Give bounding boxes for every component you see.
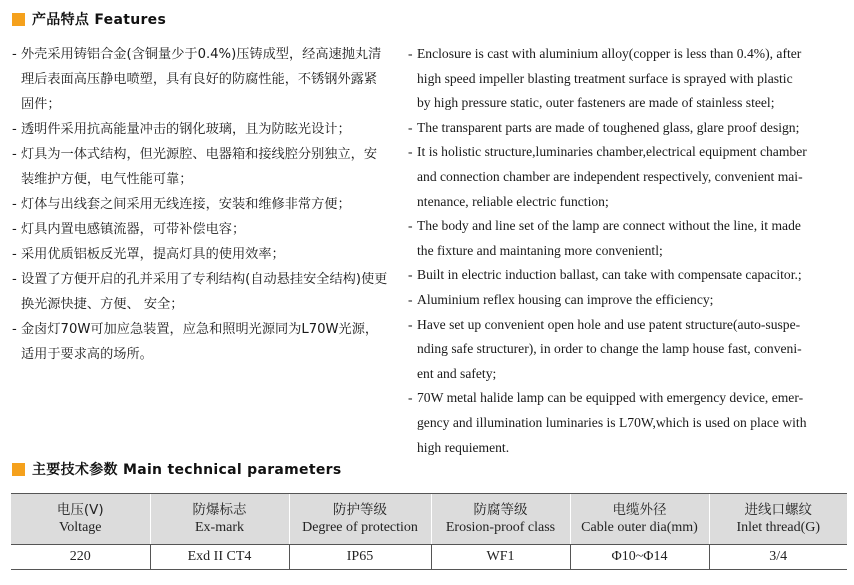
feature-en-item: - 70W metal halide lamp can be equipped with emergency device, emer- gency and illumination luminaries is L70W,which is used on place with high requiement.: [408, 390, 807, 455]
features-cn-list: [12, 42, 390, 367]
value-inlet-thread: 3/4: [709, 545, 847, 570]
features-heading: 产品特点 Features: [32, 12, 167, 28]
feature-en-item: - The body and line set of the lamp are connect without the line, it made the fixture and maintaning more convenientl;: [408, 218, 801, 258]
feature-en-item: - Enclosure is cast with aluminium alloy(copper is less than 0.4%), after high speed impeller blasting treatment surface is sprayed with plastic by high pressure static, outer fasteners are made of stainless steel;: [408, 46, 802, 111]
col-header-erosion: 防腐等级 Erosion-proof class: [431, 494, 570, 545]
col-header-inlet-thread: 进线口螺纹 Inlet thread(G): [709, 494, 847, 545]
feature-en-item: - The transparent parts are made of toughened glass, glare proof design;: [408, 119, 800, 135]
col-header-voltage: 电压(V) Voltage: [11, 494, 150, 545]
value-ex-mark: Exd II CT4: [150, 545, 289, 570]
col-header-ex-mark: 防爆标志 Ex-mark: [150, 494, 289, 545]
value-protection: IP65: [289, 545, 431, 570]
feature-cn-item: - 金卤灯70W可加应急装置，应急和照明光源同为L70W光源，适用于要求高的场所。: [12, 322, 379, 362]
col-header-protection: 防护等级 Degree of protection: [289, 494, 431, 545]
value-voltage: 220: [11, 545, 150, 570]
feature-en-item: - Built in electric induction ballast, can take with compensate capacitor.;: [408, 267, 802, 283]
col-header-cable-dia: 电缆外径 Cable outer dia(mm): [570, 494, 709, 545]
feature-en-item: - Aluminium reflex housing can improve the efficiency;: [408, 291, 714, 307]
params-table: [11, 493, 847, 570]
feature-en-item: - Have set up convenient open hole and use patent structure(auto-suspe- nding safe structurer), in order to change the lamp house fast, conveni- ent and safety;: [408, 316, 802, 381]
feature-cn-item: - 采用优质铝板反光罩，提高灯具的使用效率；: [12, 247, 285, 262]
params-value-row: [11, 545, 847, 570]
features-section-header: [12, 9, 166, 29]
feature-cn-item: - 透明件采用抗高能量冲击的钢化玻璃，且为防眩光设计；: [12, 122, 351, 137]
params-section-header: [12, 459, 341, 479]
feature-en-item: - It is holistic structure,luminaries chamber,electrical equipment chamber and connection chamber are independent respectively, convenient mai- ntenance, reliable electric function;: [408, 144, 807, 209]
params-heading: 主要技术参数 Main technical parameters: [32, 462, 342, 478]
feature-cn-item: - 灯体与出线套之间采用无线连接，安装和维修非常方便；: [12, 197, 351, 212]
features-en-list: [408, 42, 848, 460]
square-bullet-icon: [12, 463, 25, 476]
feature-cn-item: - 外壳采用铸铝合金(含铜量少于0.4%)压铸成型，经高速抛丸清理后表面高压静电喷塑，具有良好的防腐性能，不锈钢外露紧固件；: [12, 47, 382, 112]
feature-cn-item: - 设置了方便开启的孔并采用了专利结构(自动悬挂安全结构)使更换光源快捷、方便、 安全；: [12, 272, 388, 312]
params-header-row: [11, 494, 847, 545]
square-bullet-icon: [12, 13, 25, 26]
value-cable-dia: Φ10~Φ14: [570, 545, 709, 570]
value-erosion: WF1: [431, 545, 570, 570]
feature-cn-item: - 灯具为一体式结构，但光源腔、电器箱和接线腔分别独立，安装维护方便，电气性能可靠；: [12, 147, 378, 187]
feature-cn-item: - 灯具内置电感镇流器，可带补偿电容；: [12, 222, 246, 237]
